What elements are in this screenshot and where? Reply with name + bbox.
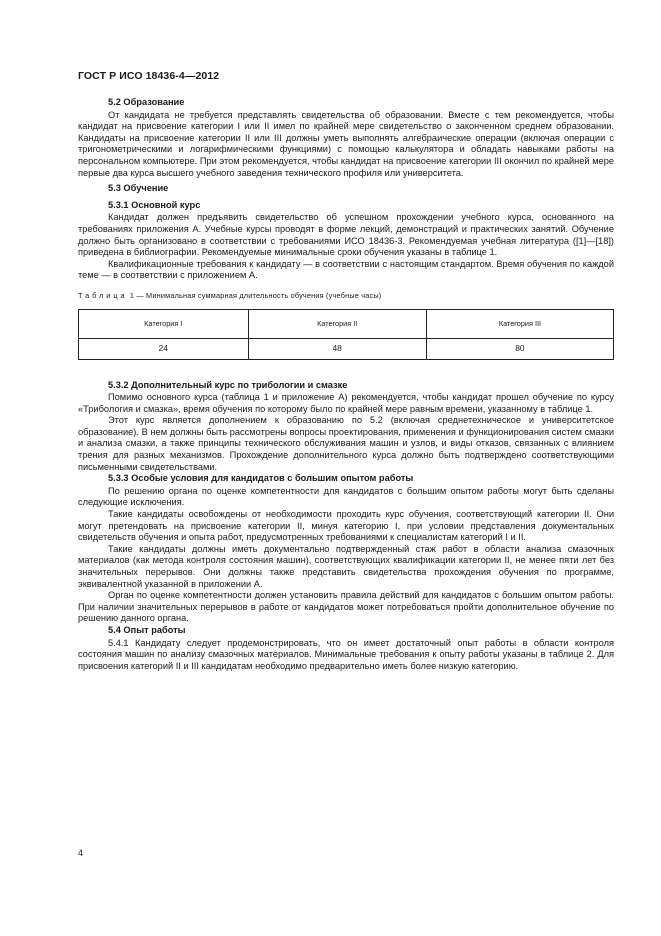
training-hours-table (78, 309, 614, 360)
section-5-4-title: 5.4 Опыт работы (108, 624, 186, 635)
section-5-3-2-paragraph-2: Этот курс является дополнением к образованию по 5.2 (включая среднетехническое и университетское образование). В нем должны быть рассмотрены вопросы проектирования, применения и функционирования систем смазки и анализа смазки, а также принципы технического обслуживания машин и узлов, и виды отказов, связанных с влиянием трения для разных механизмов. Прохождение дополнительного курса должно быть подтверждено соответствующими письменными свидетельствами. (78, 415, 614, 472)
table-cell: 48 (248, 338, 426, 359)
page-content (78, 97, 614, 672)
table-caption-text: 1 — Минимальная суммарная длительность обучения (учебные часы) (127, 290, 382, 300)
section-5-3-3-paragraph-3: Такие кандидаты должны иметь документально подтвержденный стаж работ в области анализа смазочных материалов (как метода контроля состояния машин), соответствующих квалификации категории II, не менее пяти лет без значительных перерывов. Они должны также представить свидетельства прохождения обучения по программе, эквивалентной указанной в приложении А. (78, 543, 614, 589)
section-5-3-3-paragraph-1: По решению органа по оценке компетентности для кандидатов с большим опытом работы могут быть сделаны следующие исключения. (78, 485, 614, 508)
section-5-3-3-paragraph-4: Орган по оценке компетентности должен установить правила действий для кандидатов с большим опытом работы. При наличии значительных перерывов в работе от кандидатов может потребоваться пройти дополнительное обучение по решению данного органа. (78, 590, 614, 624)
table-cell: 80 (426, 338, 613, 359)
section-5-3-1-paragraph-2: Квалификационные требования к кандидату — в соответствии с настоящим стандартом. Время обучения по каждой теме — в соответствии с приложением А. (78, 258, 614, 281)
section-5-3-title: 5.3 Обучение (108, 183, 169, 194)
table-caption-word: Таблица (78, 290, 128, 300)
table-row (79, 338, 614, 359)
section-5-3-1-paragraph-1: Кандидат должен предъявить свидетельство об успешном прохождении учебного курса, основанного на требованиях приложения А. Учебные курсы проводят в форме лекций, демонстраций и практических занятий. Обучение должно быть организовано в соответствии с требованиями ИСО 18436-3. Рекомендуемая учебная литература ([1]—[18]) приведена в библиографии. Рекомендуемые минимальные сроки обучения указаны в таблице 1. (78, 212, 614, 258)
section-5-3-2-paragraph-1: Помимо основного курса (таблица 1 и приложение А) рекомендуется, чтобы кандидат прошел обучение по курсу «Трибология и смазка», время обучения по которому было по крайней мере равным времени, указанному в таблице 1. (78, 392, 614, 414)
section-5-2-title: 5.2 Образование (108, 97, 185, 107)
section-5-4-1-paragraph: 5.4.1 Кандидату следует продемонстрировать, что он имеет достаточный опыт работы в области контроля состояния машин по анализу смазочных материалов. Минимальные требования к опыту работы указаны в таблице 2. Для присвоения категорий II и III кандидатам необходимо предварительно иметь более низкую категорию. (78, 637, 614, 671)
section-5-2-paragraph: От кандидата не требуется представлять свидетельства об образовании. Вместе с тем рекомендуется, чтобы кандидат на присвоение категории I или II имел по крайней мере свидетельство о законченном среднем образовании. Кандидаты на присвоение категории II или III должны уметь выполнять алгебраические операции (включая операции с тригонометрическими и логарифмическими функциями) с помощью калькулятора и обладать навыками работы на персональном компьютере. При этом рекомендуется, чтобы кандидат на присвоение категории III окончил по крайней мере первые два курса высшего учебного заведения технического профиля или университета. (78, 109, 614, 178)
table-1-caption (78, 290, 614, 302)
section-5-3-2-title: 5.3.2 Дополнительный курс по трибологии и смазке (108, 379, 348, 390)
table-cell: 24 (79, 338, 249, 359)
standard-header: ГОСТ Р ИСО 18436-4—2012 (78, 70, 220, 82)
section-5-3-3-paragraph-2: Такие кандидаты освобождены от необходимости проходить курс обучения, соответствующий категории II. Они могут претендовать на присвоение категории II, минуя категорию I, при условии представления документальных свидетельств обучения и опыта работ, предусмотренных требованиями к специалистам категорий I и II. (78, 509, 614, 543)
section-5-3-1-title: 5.3.1 Основной курс (108, 199, 201, 210)
table-header-row (79, 309, 614, 338)
table-header-cell: Категория I (79, 309, 249, 338)
table-header-cell: Категория II (248, 309, 426, 338)
page-number: 4 (78, 848, 84, 858)
table-header-cell: Категория III (426, 309, 613, 338)
section-5-3-3-title: 5.3.3 Особые условия для кандидатов с большим опытом работы (108, 473, 414, 484)
